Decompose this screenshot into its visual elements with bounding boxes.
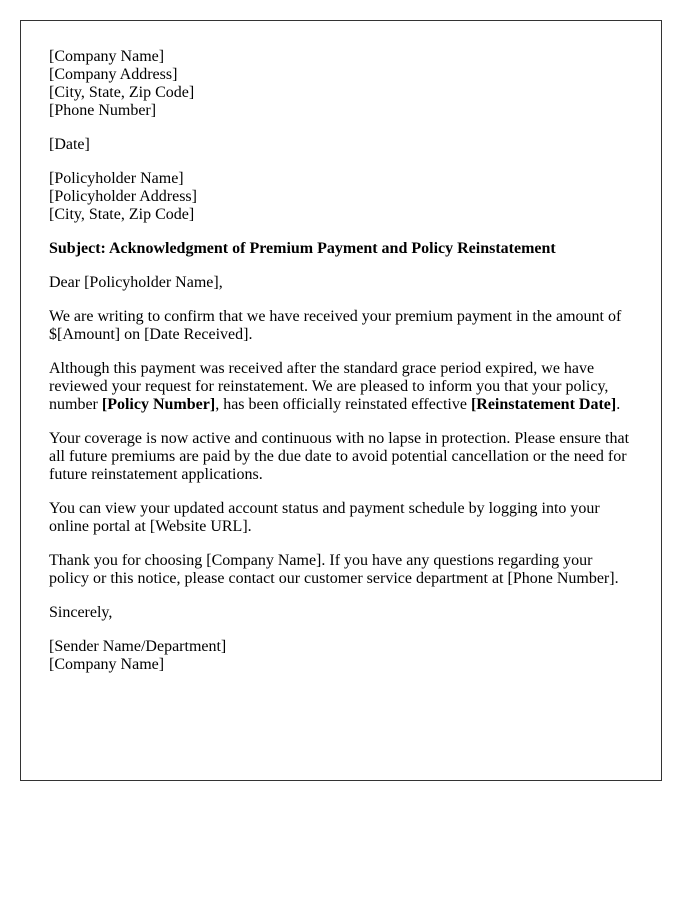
- policy-number: [Policy Number]: [101, 396, 216, 413]
- paragraph-reinstatement: [49, 360, 633, 414]
- recipient-address-line: [Policyholder Address]: [49, 188, 197, 205]
- sender-address: [49, 48, 633, 120]
- letter-date: [Date]: [49, 136, 90, 153]
- letter: [20, 20, 662, 781]
- subject-text: Subject: Acknowledgment of Premium Payment and Policy Reinstatement: [49, 240, 556, 257]
- paragraph-coverage: Your coverage is now active and continuous with no lapse in protection. Please ensure that all future premiums are paid by the due date to avoid potential cancellation or the need for future reinstatement applications.: [49, 430, 630, 483]
- sender-company-address: [Company Address]: [49, 66, 178, 83]
- recipient-address: [49, 170, 633, 224]
- paragraph-portal: You can view your updated account status and payment schedule by logging into your online portal at [Website URL].: [49, 500, 600, 535]
- paragraph-confirmation: We are writing to confirm that we have received your premium payment in the amount of $[Amount] on [Date Received].: [49, 308, 622, 343]
- sender-city-state-zip: [City, State, Zip Code]: [49, 84, 195, 101]
- text: .: [616, 396, 621, 413]
- reinstatement-date: [Reinstatement Date]: [470, 396, 617, 413]
- signature: [49, 638, 633, 674]
- closing: Sincerely,: [49, 604, 113, 621]
- signature-sender: [Sender Name/Department]: [49, 638, 227, 655]
- paragraph-thanks: Thank you for choosing [Company Name]. If you have any questions regarding your policy or this notice, please contact our customer service department at [Phone Number].: [49, 552, 619, 587]
- salutation: Dear [Policyholder Name],: [49, 274, 223, 291]
- text: , has been officially reinstated effective: [215, 396, 471, 413]
- text: Although this payment was received after the standard grace period expired, we have reviewed your request for reinstatement. We are pleased to inform you that your policy, number: [49, 360, 609, 413]
- sender-phone: [Phone Number]: [49, 102, 157, 119]
- recipient-name: [Policyholder Name]: [49, 170, 184, 187]
- sender-company-name: [Company Name]: [49, 48, 165, 65]
- signature-company: [Company Name]: [49, 656, 165, 673]
- subject-line: [49, 240, 633, 258]
- recipient-city-state-zip: [City, State, Zip Code]: [49, 206, 195, 223]
